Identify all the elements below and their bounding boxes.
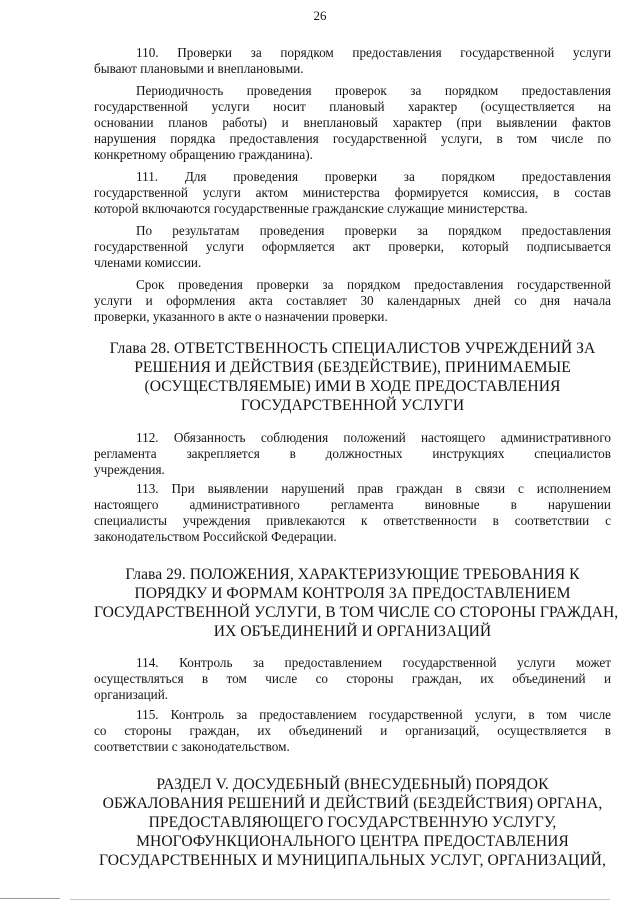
text-line: учреждения. [94,462,165,477]
text-line: По результатам проведения проверки за порядком предоставления [136,223,611,238]
text-line: конкретному обращению гражданина). [94,147,313,162]
heading-line: ИХ ОБЪЕДИНЕНИЙ И ОРГАНИЗАЦИЙ [213,623,492,640]
text-line: 111. Для проведения проверки за порядком предоставления [136,169,611,184]
text-line: 114. Контроль за предоставлением государственной услуги может [136,655,611,670]
heading-line: ОБЖАЛОВАНИЯ РЕШЕНИЙ И ДЕЙСТВИЙ (БЕЗДЕЙСТВИЯ) ОРГАНА, [102,795,603,812]
heading-line: ГОСУДАРСТВЕННЫХ И МУНИЦИПАЛЬНЫХ УСЛУГ, ОРГАНИЗАЦИЙ, [99,852,606,869]
page-number: 26 [313,8,327,23]
heading-line: (ОСУЩЕСТВЛЯЕМЫЕ) ИМИ В ХОДЕ ПРЕДОСТАВЛЕНИЯ [144,378,561,395]
text-line: которой включаются государственные гражданские служащие министерства. [94,201,528,216]
scan-edge-mark [0,898,60,899]
text-line: бывают плановыми и внеплановыми. [94,61,304,76]
heading-line: ПОРЯДКУ И ФОРМАМ КОНТРОЛЯ ЗА ПРЕДОСТАВЛЕНИЕМ [134,585,571,602]
heading-line: РЕШЕНИЯ И ДЕЙСТВИЯ (БЕЗДЕЙСТВИЕ), ПРИНИМАЕМЫЕ [134,359,571,376]
text-line: государственной услуги оформляется акт проверки, который подписывается [94,239,611,254]
text-line: 110. Проверки за порядком предоставления государственной услуги [136,45,611,60]
text-line: 112. Обязанность соблюдения положений настоящего административного [136,430,611,445]
text-line: Периодичность проведения проверок за порядком предоставления [136,83,611,98]
text-line: специалисты учреждения привлекаются к ответственности в соответствии с [94,513,611,528]
text-line: 115. Контроль за предоставлением государственной услуги, в том числе [136,707,611,722]
text-line: государственной услуги носит плановый характер (осуществляется на [94,99,611,114]
text-line: нарушения порядка предоставления государственной услуги, в том числе по [94,131,611,146]
text-line: 113. При выявлении нарушений прав граждан в связи с исполнением [136,481,611,496]
heading-line: РАЗДЕЛ V. ДОСУДЕБНЫЙ (ВНЕСУДЕБНЫЙ) ПОРЯДОК [156,776,549,793]
text-line: организаций. [94,687,169,702]
text-line: государственной услуги актом министерства формируется комиссия, в состав [94,185,611,200]
text-line: регламента закрепляется в должностных инструкциях специалистов [94,446,611,461]
text-line: членами комиссии. [94,255,202,270]
heading-line: МНОГОФУНКЦИОНАЛЬНОГО ЦЕНТРА ПРЕДОСТАВЛЕНИЯ [136,833,569,850]
text-line: Срок проведения проверки за порядком предоставления государственной [136,277,611,292]
heading-line: ГОСУДАРСТВЕННОЙ УСЛУГИ, В ТОМ ЧИСЛЕ СО СТОРОНЫ ГРАЖДАН, [94,604,619,621]
heading-line: Глава 28. ОТВЕТСТВЕННОСТЬ СПЕЦИАЛИСТОВ УЧРЕЖДЕНИЙ ЗА [109,340,596,357]
scan-edge-mark [70,899,610,900]
text-line: законодательством Российской Федерации. [94,529,337,544]
heading-line: Глава 29. ПОЛОЖЕНИЯ, ХАРАКТЕРИЗУЮЩИЕ ТРЕБОВАНИЯ К [125,566,580,583]
text-line: основании планов работы) и внеплановый характер (при выявлении фактов [94,115,611,130]
heading-line: ПРЕДОСТАВЛЯЮЩЕГО ГОСУДАРСТВЕННУЮ УСЛУГУ, [148,814,557,831]
text-line: настоящего административного регламента виновные в нарушении [94,497,611,512]
text-line: осуществляться в том числе со стороны граждан, их объединений и [94,671,611,686]
text-line: соответствии с законодательством. [94,739,290,754]
text-line: со стороны граждан, их объединений и организаций, осуществляется в [94,723,611,738]
text-line: проверки, указанного в акте о назначении проверки. [94,309,388,324]
heading-line: ГОСУДАРСТВЕННОЙ УСЛУГИ [240,397,465,414]
text-line: услуги и оформления акта составляет 30 календарных дней со дня начала [94,293,611,308]
